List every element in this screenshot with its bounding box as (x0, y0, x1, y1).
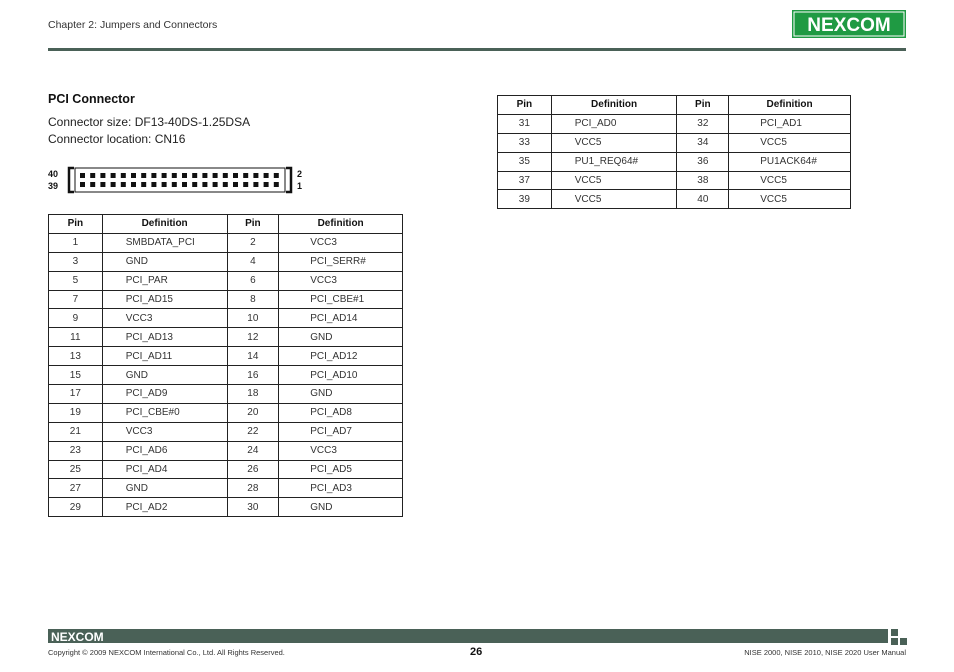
definition-cell: PCI_AD11 (102, 347, 227, 366)
connector-pin (121, 173, 126, 178)
manual-title: NISE 2000, NISE 2010, NISE 2020 User Manual (744, 648, 906, 657)
pin-number-cell: 23 (49, 441, 103, 460)
connector-pin (172, 173, 177, 178)
corner-square-icon (900, 638, 907, 645)
header-definition: Definition (102, 215, 227, 234)
connector-pin (121, 182, 126, 187)
header-pin: Pin (227, 215, 279, 234)
pin-number-cell: 30 (227, 498, 279, 517)
header-definition: Definition (551, 96, 677, 115)
definition-cell: PCI_AD6 (102, 441, 227, 460)
table-row (498, 171, 851, 190)
definition-cell: PCI_AD5 (279, 460, 403, 479)
connector-pin (233, 173, 238, 178)
connector-pin (131, 182, 136, 187)
table-row (49, 441, 403, 460)
table-row (49, 233, 403, 252)
footer-logo-text: NEXCOM (51, 630, 104, 642)
connector-pin (90, 182, 95, 187)
table-row (49, 479, 403, 498)
table-row (49, 403, 403, 422)
connector-pin (253, 182, 258, 187)
connector-pin (264, 173, 269, 178)
pin-number-cell: 26 (227, 460, 279, 479)
table-row (49, 328, 403, 347)
table-row (49, 460, 403, 479)
definition-cell: PU1_REQ64# (551, 152, 677, 171)
connector-size: Connector size: DF13-40DS-1.25DSA (48, 115, 251, 129)
definition-cell: VCC3 (279, 233, 403, 252)
pin-number-cell: 10 (227, 309, 279, 328)
connector-pin (141, 173, 146, 178)
table-row (498, 152, 851, 171)
page-number: 26 (470, 646, 483, 658)
connector-diagram (48, 166, 318, 194)
connector-pin (100, 173, 105, 178)
definition-cell: PCI_AD7 (279, 422, 403, 441)
table-row (49, 290, 403, 309)
pin-number-cell: 5 (49, 271, 103, 290)
definition-cell: GND (102, 366, 227, 385)
definition-cell: VCC5 (729, 190, 851, 209)
connector-pin (162, 173, 167, 178)
definition-cell: PCI_AD15 (102, 290, 227, 309)
pin-number-cell: 1 (49, 233, 103, 252)
pin-number-cell: 36 (677, 152, 729, 171)
pin-number-cell: 11 (49, 328, 103, 347)
definition-cell: PCI_AD8 (279, 403, 403, 422)
pin-number-cell: 15 (49, 366, 103, 385)
pin-label-2: 2 (297, 169, 303, 179)
pin-number-cell: 27 (49, 479, 103, 498)
connector-pin (233, 182, 238, 187)
definition-cell: VCC3 (279, 271, 403, 290)
connector-pin (162, 182, 167, 187)
pin-table-right (497, 95, 851, 209)
definition-cell: PCI_SERR# (279, 252, 403, 271)
connector-pin (131, 173, 136, 178)
table-row (49, 385, 403, 404)
pin-number-cell: 18 (227, 385, 279, 404)
connector-pin (274, 182, 279, 187)
definition-cell: PCI_AD2 (102, 498, 227, 517)
definition-cell: PCI_CBE#0 (102, 403, 227, 422)
connector-pin (80, 173, 85, 178)
connector-pin (253, 173, 258, 178)
corner-square-icon (891, 638, 898, 645)
pin-number-cell: 31 (498, 114, 552, 133)
pin-number-cell: 40 (677, 190, 729, 209)
pin-number-cell: 22 (227, 422, 279, 441)
definition-cell: VCC5 (551, 171, 677, 190)
connector-pin (141, 182, 146, 187)
connector-pin (192, 182, 197, 187)
connector-pin (90, 173, 95, 178)
definition-cell: VCC5 (551, 190, 677, 209)
connector-pin (243, 182, 248, 187)
pin-number-cell: 13 (49, 347, 103, 366)
definition-cell: PCI_AD13 (102, 328, 227, 347)
pin-number-cell: 19 (49, 403, 103, 422)
copyright-text: Copyright © 2009 NEXCOM International Co., Ltd. All Rights Reserved. (48, 648, 285, 657)
definition-cell: PCI_CBE#1 (279, 290, 403, 309)
pin-number-cell: 4 (227, 252, 279, 271)
connector-pin (80, 182, 85, 187)
pin-number-cell: 20 (227, 403, 279, 422)
definition-cell: PCI_AD3 (279, 479, 403, 498)
header-pin: Pin (677, 96, 729, 115)
table-row (49, 422, 403, 441)
table-row (49, 366, 403, 385)
table-header-row (498, 96, 851, 115)
pin-number-cell: 38 (677, 171, 729, 190)
table-row (498, 133, 851, 152)
header-pin: Pin (49, 215, 103, 234)
pin-number-cell: 6 (227, 271, 279, 290)
pin-number-cell: 32 (677, 114, 729, 133)
table-row (498, 114, 851, 133)
definition-cell: PCI_AD10 (279, 366, 403, 385)
definition-cell: GND (102, 479, 227, 498)
definition-cell: PU1ACK64# (729, 152, 851, 171)
table-row (49, 309, 403, 328)
pin-number-cell: 21 (49, 422, 103, 441)
pin-number-cell: 29 (49, 498, 103, 517)
header-definition: Definition (729, 96, 851, 115)
table-row (49, 498, 403, 517)
connector-pin (151, 173, 156, 178)
definition-cell: PCI_AD12 (279, 347, 403, 366)
corner-square-icon (891, 629, 898, 636)
definition-cell: GND (279, 498, 403, 517)
definition-cell: PCI_AD4 (102, 460, 227, 479)
definition-cell: PCI_AD1 (729, 114, 851, 133)
definition-cell: VCC5 (551, 133, 677, 152)
definition-cell: GND (279, 385, 403, 404)
pin-number-cell: 28 (227, 479, 279, 498)
connector-pin (151, 182, 156, 187)
pin-number-cell: 25 (49, 460, 103, 479)
pin-label-1: 1 (297, 181, 303, 191)
pin-number-cell: 12 (227, 328, 279, 347)
header-rule (48, 48, 906, 51)
header-definition: Definition (279, 215, 403, 234)
section-title: PCI Connector (48, 92, 135, 106)
definition-cell: VCC3 (102, 422, 227, 441)
pin-label-39: 39 (48, 181, 59, 191)
pin-number-cell: 34 (677, 133, 729, 152)
connector-pin (111, 182, 116, 187)
pin-number-cell: 8 (227, 290, 279, 309)
connector-pin (223, 182, 228, 187)
connector-pin (243, 173, 248, 178)
pin-number-cell: 2 (227, 233, 279, 252)
definition-cell: PCI_AD9 (102, 385, 227, 404)
connector-pin (202, 173, 207, 178)
pin-number-cell: 24 (227, 441, 279, 460)
table-header-row (49, 215, 403, 234)
definition-cell: SMBDATA_PCI (102, 233, 227, 252)
connector-pin (213, 182, 218, 187)
table-row (498, 190, 851, 209)
connector-pin (172, 182, 177, 187)
pin-number-cell: 39 (498, 190, 552, 209)
pin-number-cell: 37 (498, 171, 552, 190)
definition-cell: PCI_AD0 (551, 114, 677, 133)
connector-location: Connector location: CN16 (48, 132, 186, 146)
connector-pin (100, 182, 105, 187)
connector-pin (182, 182, 187, 187)
chapter-heading: Chapter 2: Jumpers and Connectors (48, 19, 218, 31)
definition-cell: VCC3 (102, 309, 227, 328)
logo-text: NEXCOM (807, 15, 891, 36)
connector-pin (192, 173, 197, 178)
definition-cell: VCC5 (729, 133, 851, 152)
pin-number-cell: 7 (49, 290, 103, 309)
connector-pin (182, 173, 187, 178)
definition-cell: GND (279, 328, 403, 347)
definition-cell: PCI_PAR (102, 271, 227, 290)
table-row (49, 271, 403, 290)
nexcom-logo (792, 10, 906, 38)
pin-table-left (48, 214, 403, 517)
connector-pin (213, 173, 218, 178)
definition-cell: VCC3 (279, 441, 403, 460)
definition-cell: VCC5 (729, 171, 851, 190)
pin-dots (80, 173, 279, 187)
pin-number-cell: 14 (227, 347, 279, 366)
pin-number-cell: 33 (498, 133, 552, 152)
pin-number-cell: 16 (227, 366, 279, 385)
connector-pin (202, 182, 207, 187)
connector-pin (223, 173, 228, 178)
footer-bar (48, 629, 888, 643)
table-row (49, 347, 403, 366)
footer-nexcom-logo (51, 630, 121, 642)
pin-label-40: 40 (48, 169, 59, 179)
connector-pin (274, 173, 279, 178)
connector-pin (264, 182, 269, 187)
pin-number-cell: 9 (49, 309, 103, 328)
table-row (49, 252, 403, 271)
pin-number-cell: 3 (49, 252, 103, 271)
definition-cell: PCI_AD14 (279, 309, 403, 328)
connector-body (48, 166, 318, 194)
connector-pin (111, 173, 116, 178)
definition-cell: GND (102, 252, 227, 271)
header-pin: Pin (498, 96, 552, 115)
pin-number-cell: 17 (49, 385, 103, 404)
pin-number-cell: 35 (498, 152, 552, 171)
